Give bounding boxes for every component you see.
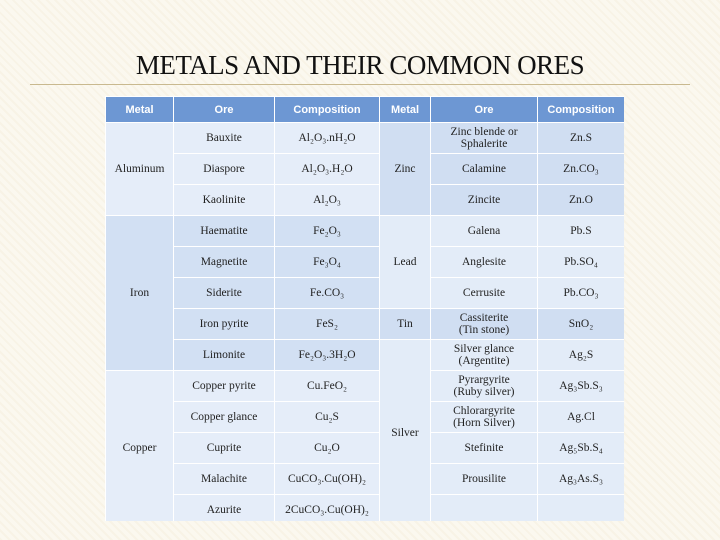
ore-composition: Pb.S	[538, 216, 625, 247]
ore-name: Galena	[431, 216, 538, 247]
table-header-row	[106, 97, 625, 123]
ore-name-line: Zinc blende or	[450, 126, 518, 138]
ore-name-line: Sphalerite	[460, 138, 508, 150]
ore-composition: Cu₂S	[275, 402, 380, 433]
header-ore-right: Ore	[431, 97, 538, 123]
ore-name: Iron pyrite	[174, 309, 275, 340]
ore-name: Limonite	[174, 340, 275, 371]
ore-name	[431, 340, 538, 371]
ore-name-line: (Horn Silver)	[453, 417, 515, 429]
ore-name-line: Chlorargyrite	[453, 405, 515, 417]
ore-name: Bauxite	[174, 123, 275, 154]
ore-composition: 2CuCO₃.Cu(OH)₂	[275, 495, 380, 522]
ore-name-line: Cassiterite	[459, 312, 509, 324]
ore-name: Stefinite	[431, 433, 538, 464]
metal-zinc: Zinc	[380, 123, 431, 216]
ore-name-line: (Ruby silver)	[453, 386, 515, 398]
ore-composition: Fe.CO₃	[275, 278, 380, 309]
ore-name: Copper pyrite	[174, 371, 275, 402]
ore-name-line: (Tin stone)	[458, 324, 510, 336]
ore-composition: FeS₂	[275, 309, 380, 340]
table-row	[106, 123, 625, 154]
header-composition-left: Composition	[275, 97, 380, 123]
metal-iron: Iron	[106, 216, 174, 371]
header-metal-right: Metal	[380, 97, 431, 123]
ore-composition: Ag.Cl	[538, 402, 625, 433]
ore-name	[431, 371, 538, 402]
ore-composition: Ag₅Sb.S₄	[538, 433, 625, 464]
title-underline	[30, 84, 690, 85]
ores-table-frame	[105, 96, 624, 521]
ore-name: Azurite	[174, 495, 275, 522]
ore-composition: Ag₃As.S₃	[538, 464, 625, 495]
ore-composition: Al₂O₃.nH₂O	[275, 123, 380, 154]
ore-name: Diaspore	[174, 154, 275, 185]
table-row	[106, 278, 625, 309]
ore-name	[431, 495, 538, 522]
ore-name: Kaolinite	[174, 185, 275, 216]
ore-name: Zincite	[431, 185, 538, 216]
metal-silver: Silver	[380, 340, 431, 522]
ore-composition: Zn.CO₃	[538, 154, 625, 185]
ore-name: Magnetite	[174, 247, 275, 278]
ore-composition: Ag₂S	[538, 340, 625, 371]
ore-composition: Pb.CO₃	[538, 278, 625, 309]
ore-composition: Zn.S	[538, 123, 625, 154]
table-row	[106, 433, 625, 464]
ore-name: Malachite	[174, 464, 275, 495]
ore-name	[431, 402, 538, 433]
metal-tin: Tin	[380, 309, 431, 340]
header-composition-right: Composition	[538, 97, 625, 123]
ore-name: Prousilite	[431, 464, 538, 495]
ore-name-line: Pyrargyrite	[458, 374, 510, 386]
ore-composition: Fe₃O₄	[275, 247, 380, 278]
page-title: METALS AND THEIR COMMON ORES	[135, 50, 585, 80]
table-row	[106, 340, 625, 371]
metal-copper: Copper	[106, 371, 174, 522]
ore-name: Siderite	[174, 278, 275, 309]
ore-composition: Fe₂O₃.3H₂O	[275, 340, 380, 371]
ore-name: Copper glance	[174, 402, 275, 433]
table-row	[106, 154, 625, 185]
ore-name: Cuprite	[174, 433, 275, 464]
metal-lead: Lead	[380, 216, 431, 309]
ore-composition: Zn.O	[538, 185, 625, 216]
table-row	[106, 402, 625, 433]
table-row	[106, 185, 625, 216]
header-metal-left: Metal	[106, 97, 174, 123]
ore-composition: Al₂O₃.H₂O	[275, 154, 380, 185]
ore-composition: CuCO₃.Cu(OH)₂	[275, 464, 380, 495]
header-ore-left: Ore	[174, 97, 275, 123]
ore-composition: Cu.FeO₂	[275, 371, 380, 402]
ore-composition: Pb.SO₄	[538, 247, 625, 278]
table-row	[106, 464, 625, 495]
ore-name: Cerrusite	[431, 278, 538, 309]
table-row	[106, 495, 625, 522]
table-row	[106, 216, 625, 247]
table-row	[106, 371, 625, 402]
table-row	[106, 247, 625, 278]
ore-composition	[538, 495, 625, 522]
ore-name-line: (Argentite)	[458, 355, 510, 367]
ore-name: Anglesite	[431, 247, 538, 278]
ores-table	[105, 96, 624, 521]
ore-name-line: Silver glance	[453, 343, 515, 355]
ore-composition: Al₂O₃	[275, 185, 380, 216]
ore-name	[431, 309, 538, 340]
ore-name	[431, 123, 538, 154]
ore-composition: SnO₂	[538, 309, 625, 340]
ore-name: Calamine	[431, 154, 538, 185]
metal-aluminum: Aluminum	[106, 123, 174, 216]
ore-composition: Ag₃Sb.S₃	[538, 371, 625, 402]
ore-composition: Fe₂O₃	[275, 216, 380, 247]
ore-composition: Cu₂O	[275, 433, 380, 464]
table-row	[106, 309, 625, 340]
ore-name: Haematite	[174, 216, 275, 247]
